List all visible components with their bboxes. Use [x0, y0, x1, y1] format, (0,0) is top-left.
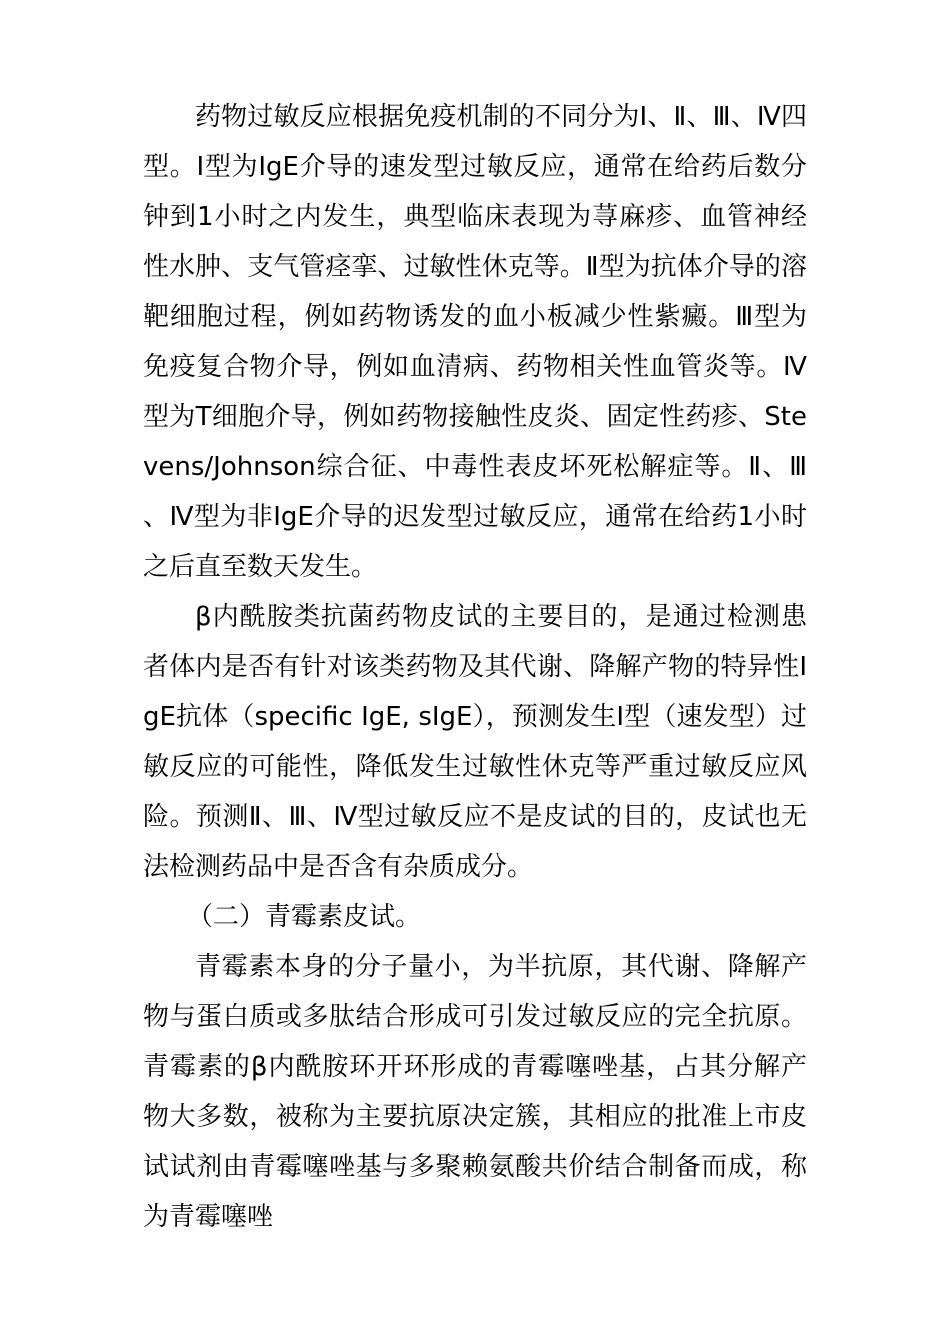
paragraph-skin-test-purpose: β内酰胺类抗菌药物皮试的主要目的，是通过检测患者体内是否有针对该类药物及其代谢、降解产物的特异性IgE抗体（specific IgE, sIgE），预测发生Ⅰ型（速发型）过敏反应的可能性，降低发生过敏性休克等严重过敏反应风险。预测Ⅱ、Ⅲ、Ⅳ型过敏反应不是皮试的目的，皮试也无法检测药品中是否含有杂质成分。: [143, 602, 807, 882]
paragraph-drug-allergy-types: 药物过敏反应根据免疫机制的不同分为Ⅰ、Ⅱ、Ⅲ、Ⅳ四型。Ⅰ型为IgE介导的速发型过敏反应，通常在给药后数分钟到1小时之内发生，典型临床表现为荨麻疹、血管神经性水肿、支气管痉挛、过敏性休克等。Ⅱ型为抗体介导的溶靶细胞过程，例如药物诱发的血小板减少性紫癜。Ⅲ型为免疫复合物介导，例如血清病、药物相关性血管炎等。Ⅳ型为T细胞介导，例如药物接触性皮炎、固定性药疹、Stevens/Johnson综合征、中毒性表皮坏死松解症等。Ⅱ、Ⅲ、Ⅳ型为非IgE介导的迟发型过敏反应，通常在给药1小时之后直至数天发生。: [143, 102, 807, 582]
section-heading-penicillin-skin-test: （二）青霉素皮试。: [187, 902, 422, 932]
document-body: [143, 92, 807, 1242]
paragraph-penicillin-antigen: 青霉素本身的分子量小，为半抗原，其代谢、降解产物与蛋白质或多肽结合形成可引发过敏反应的完全抗原。青霉素的β内酰胺环开环形成的青霉噻唑基，占其分解产物大多数，被称为主要抗原决定簇，其相应的批准上市皮试试剂由青霉噻唑基与多聚赖氨酸共价结合制备而成，称为青霉噻唑: [143, 952, 807, 1232]
